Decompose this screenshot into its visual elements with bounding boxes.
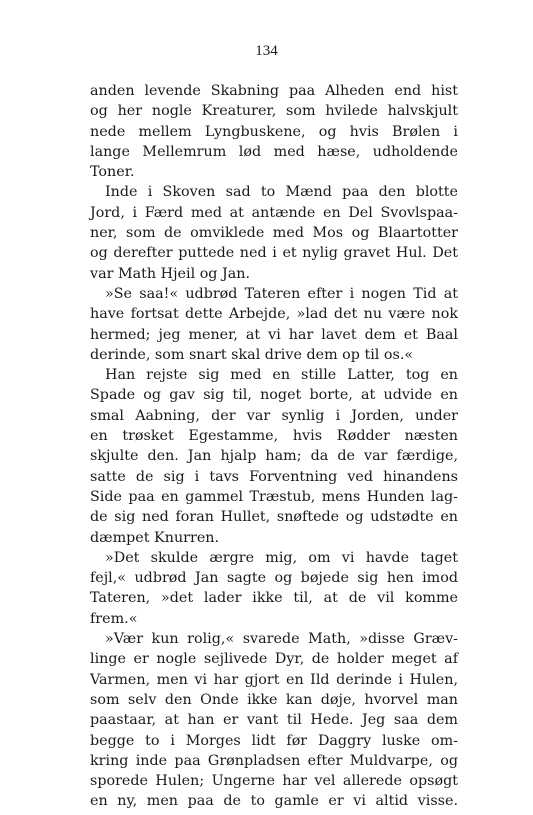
text-line: begge to i Morges lidt før Daggry luske om- — [90, 732, 458, 749]
text-line: nede mellem Lyngbuskene, og hvis Brølen i — [90, 123, 458, 140]
text-line: en trøsket Egestamme, hvis Rødder næsten — [90, 428, 458, 445]
text-line: kring inde paa Grønpladsen efter Muldvarpe, og — [90, 752, 458, 769]
text-line: som selv den Onde ikke kan døje, hvorvel man — [90, 691, 458, 708]
text-line: Varmen, men vi har gjort en Ild derinde i Hulen, — [90, 671, 458, 688]
text-line: og her nogle Kreaturer, som hvilede halvskjult — [90, 103, 458, 120]
paragraph-first-line: »Se saa!« udbrød Tateren efter i nogen Tid at — [105, 285, 458, 302]
paragraph-first-line: »Vær kun rolig,« svarede Math, »disse Græv- — [105, 631, 458, 648]
text-line: de sig ned foran Hullet, snøftede og udstødte en — [90, 509, 458, 526]
text-line: anden levende Skabning paa Alheden end hist — [90, 83, 458, 99]
text-line: fejl,« udbrød Jan sagte og bøjede sig hen imod — [90, 570, 458, 587]
text-line: paastaar, at han er vant til Hede. Jeg saa dem — [90, 712, 458, 729]
paragraph-first-line: Han rejste sig med en stille Latter, tog en — [105, 367, 458, 384]
paragraph-first-line: »Det skulde ærgre mig, om vi havde taget — [105, 549, 458, 566]
text-line: derinde, som snart skal drive dem op til os.« — [90, 346, 414, 363]
body-text — [90, 81, 458, 812]
text-line: linge er nogle sejlivede Dyr, de holder meget af — [90, 651, 458, 668]
page-number: 134 — [255, 43, 278, 59]
text-line: have fortsat dette Arbejde, »lad det nu være nok — [90, 306, 458, 323]
text-line: Spade og gav sig til, noget borte, at udvide en — [90, 387, 458, 404]
text-line: var Math Hjeil og Jan. — [90, 265, 251, 282]
text-line: frem.« — [90, 610, 138, 627]
text-line: Side paa en gammel Træstub, mens Hunden lag- — [90, 488, 458, 505]
text-line: en ny, men paa de to gamle er vi altid visse. — [90, 793, 458, 810]
text-line: lange Mellemrum lød med hæse, udholdende — [90, 143, 458, 160]
text-line: hermed; jeg mener, at vi har lavet dem et Baal — [90, 326, 458, 343]
text-line: ner, som de omviklede med Mos og Blaartotter — [90, 225, 458, 242]
text-line: Tateren, »det lader ikke til, at de vil komme — [90, 590, 458, 607]
text-line: og derefter puttede ned i et nylig gravet Hul. Det — [90, 245, 458, 262]
text-line: Toner. — [90, 164, 135, 181]
text-line: skjulte den. Jan hjalp ham; da de var færdige, — [90, 448, 458, 465]
text-line: dæmpet Knurren. — [90, 529, 220, 546]
text-line: Jord, i Færd med at antænde en Del Svovlspaa- — [90, 204, 458, 221]
paragraph-first-line: Inde i Skoven sad to Mænd paa den blotte — [105, 184, 458, 201]
text-line: smal Aabning, der var synlig i Jorden, under — [90, 407, 458, 424]
text-line: sporede Hulen; Ungerne har vel allerede opsøgt — [90, 773, 458, 790]
text-line: satte de sig i tavs Forventning ved hinandens — [90, 468, 458, 485]
